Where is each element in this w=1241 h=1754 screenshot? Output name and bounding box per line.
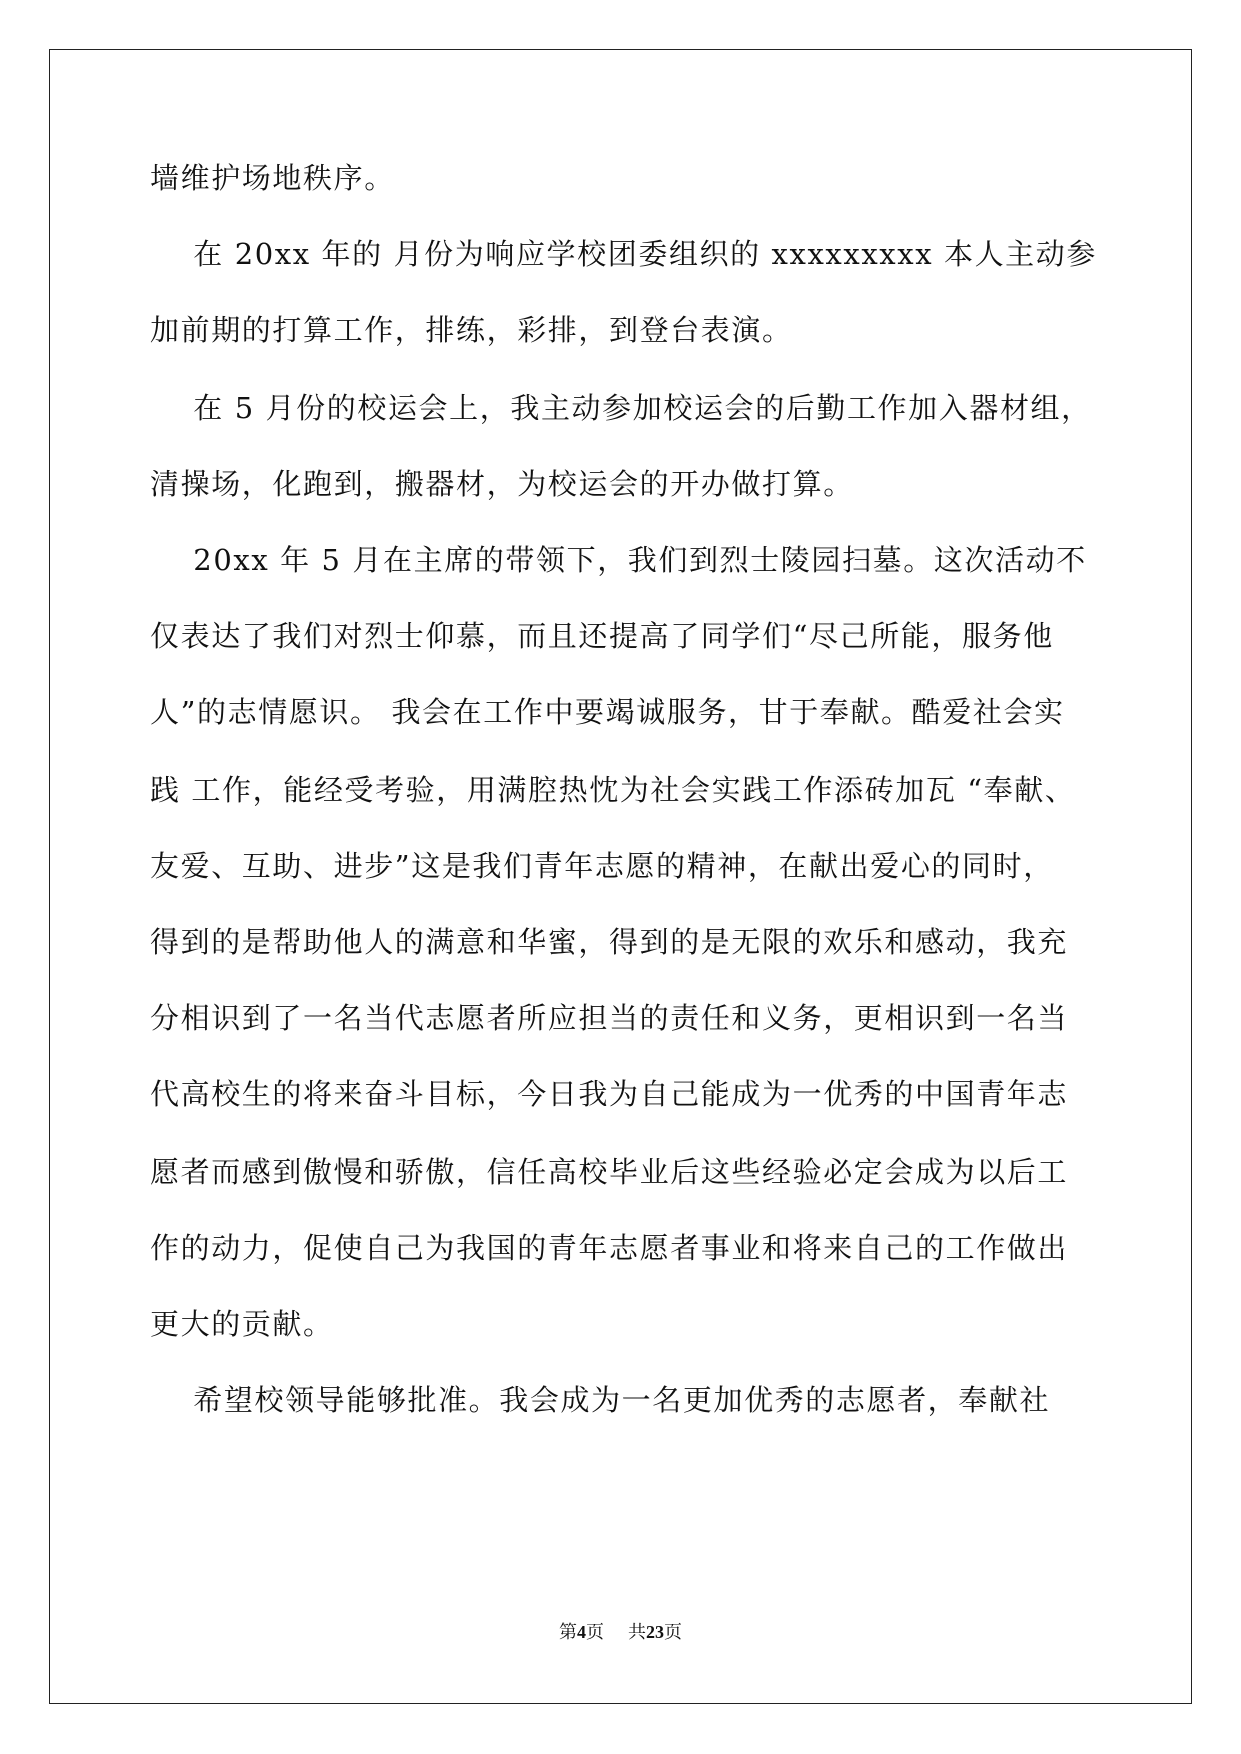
text-line: 更大的贡献。 [150,1307,334,1341]
text-line: 得到的是帮助他人的满意和华蜜，得到的是无限的欢乐和感动，我充 [150,925,1069,959]
text-line: 人”的志情愿识。 我会在工作中要竭诚服务，甘于奉献。酷爱社会实 [150,695,1065,729]
text-line: 友爱、互助、进步”这是我们青年志愿的精神，在献出爱心的同时， [150,849,1054,883]
text-line: 愿者而感到傲慢和骄傲，信任高校毕业后这些经验必定会成为以后工 [150,1155,1069,1189]
page-prefix: 第 [559,1622,577,1643]
text-line: 墙维护场地秩序。 [150,161,395,195]
text-line: 作的动力，促使自己为我国的青年志愿者事业和将来自己的工作做出 [150,1231,1069,1265]
text-line: 在 20xx 年的 月份为响应学校团委组织的 xxxxxxxxx 本人主动参 [150,237,1097,271]
text-line: 20xx 年 5 月在主席的带领下，我们到烈士陵园扫墓。这次活动不 [150,543,1087,577]
page-number: 4 [577,1622,586,1642]
text-line: 践 工作，能经受考验，用满腔热忱为社会实践工作添砖加瓦 “奉献、 [150,773,1076,807]
total-suffix: 页 [664,1622,682,1643]
text-line: 分相识到了一名当代志愿者所应担当的责任和义务，更相识到一名当 [150,1001,1069,1035]
text-line: 在 5 月份的校运会上，我主动参加校运会的后勤工作加入器材组， [150,391,1092,425]
total-prefix: 共 [628,1622,646,1643]
text-line: 希望校领导能够批准。我会成为一名更加优秀的志愿者，奉献社 [150,1383,1051,1417]
text-line: 清操场，化跑到，搬器材，为校运会的开办做打算。 [150,467,854,501]
page-suffix: 页 [586,1622,604,1643]
text-line: 仅表达了我们对烈士仰慕，而且还提高了同学们“尽己所能，服务他 [150,619,1054,653]
page-footer [0,1620,1241,1645]
text-line: 代高校生的将来奋斗目标，今日我为自己能成为一优秀的中国青年志 [150,1077,1069,1111]
total-pages: 23 [646,1622,664,1642]
text-line: 加前期的打算工作，排练，彩排，到登台表演。 [150,313,793,347]
